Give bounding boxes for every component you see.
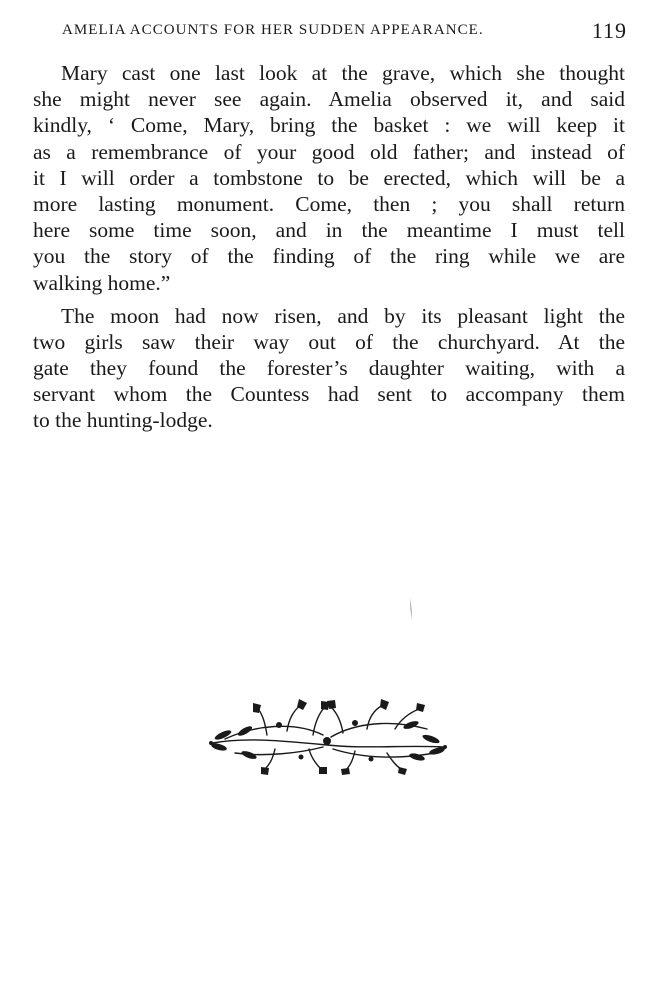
body-text xyxy=(33,60,625,434)
text-line: you the story of the finding of the ring while we are xyxy=(33,244,625,269)
text-line: more lasting monument. Come, then ; you shall return xyxy=(33,191,625,216)
text-line: The moon had now risen, and by its pleasant light the xyxy=(61,303,625,328)
text-line: as a remembrance of your good old father; and instead of xyxy=(33,139,625,164)
text-line: to the hunting-lodge. xyxy=(33,408,213,433)
text-line: here some time soon, and in the meantime I must tell xyxy=(33,218,625,243)
running-title: AMELIA ACCOUNTS FOR HER SUDDEN APPEARANCE. xyxy=(62,22,484,38)
text-line: she might never see again. Amelia observed it, and said xyxy=(33,87,625,112)
text-line: walking home.” xyxy=(33,270,171,295)
paragraph-2 xyxy=(33,303,625,434)
ink-speck xyxy=(409,598,413,620)
text-line: kindly, ‘ Come, Mary, bring the basket : we will keep it xyxy=(33,113,625,138)
floral-tailpiece-icon xyxy=(205,695,450,775)
running-head xyxy=(62,18,627,46)
text-line: it I will order a tombstone to be erected, which will be a xyxy=(33,165,625,190)
text-line: gate they found the forester’s daughter waiting, with a xyxy=(33,356,625,381)
paragraph-1 xyxy=(33,60,625,296)
text-line: two girls saw their way out of the churchyard. At the xyxy=(33,329,625,354)
paragraph-gap xyxy=(33,296,625,303)
text-line: servant whom the Countess had sent to accompany them xyxy=(33,382,625,407)
page-number: 119 xyxy=(591,18,627,43)
text-line: Mary cast one last look at the grave, which she thought xyxy=(61,61,625,85)
